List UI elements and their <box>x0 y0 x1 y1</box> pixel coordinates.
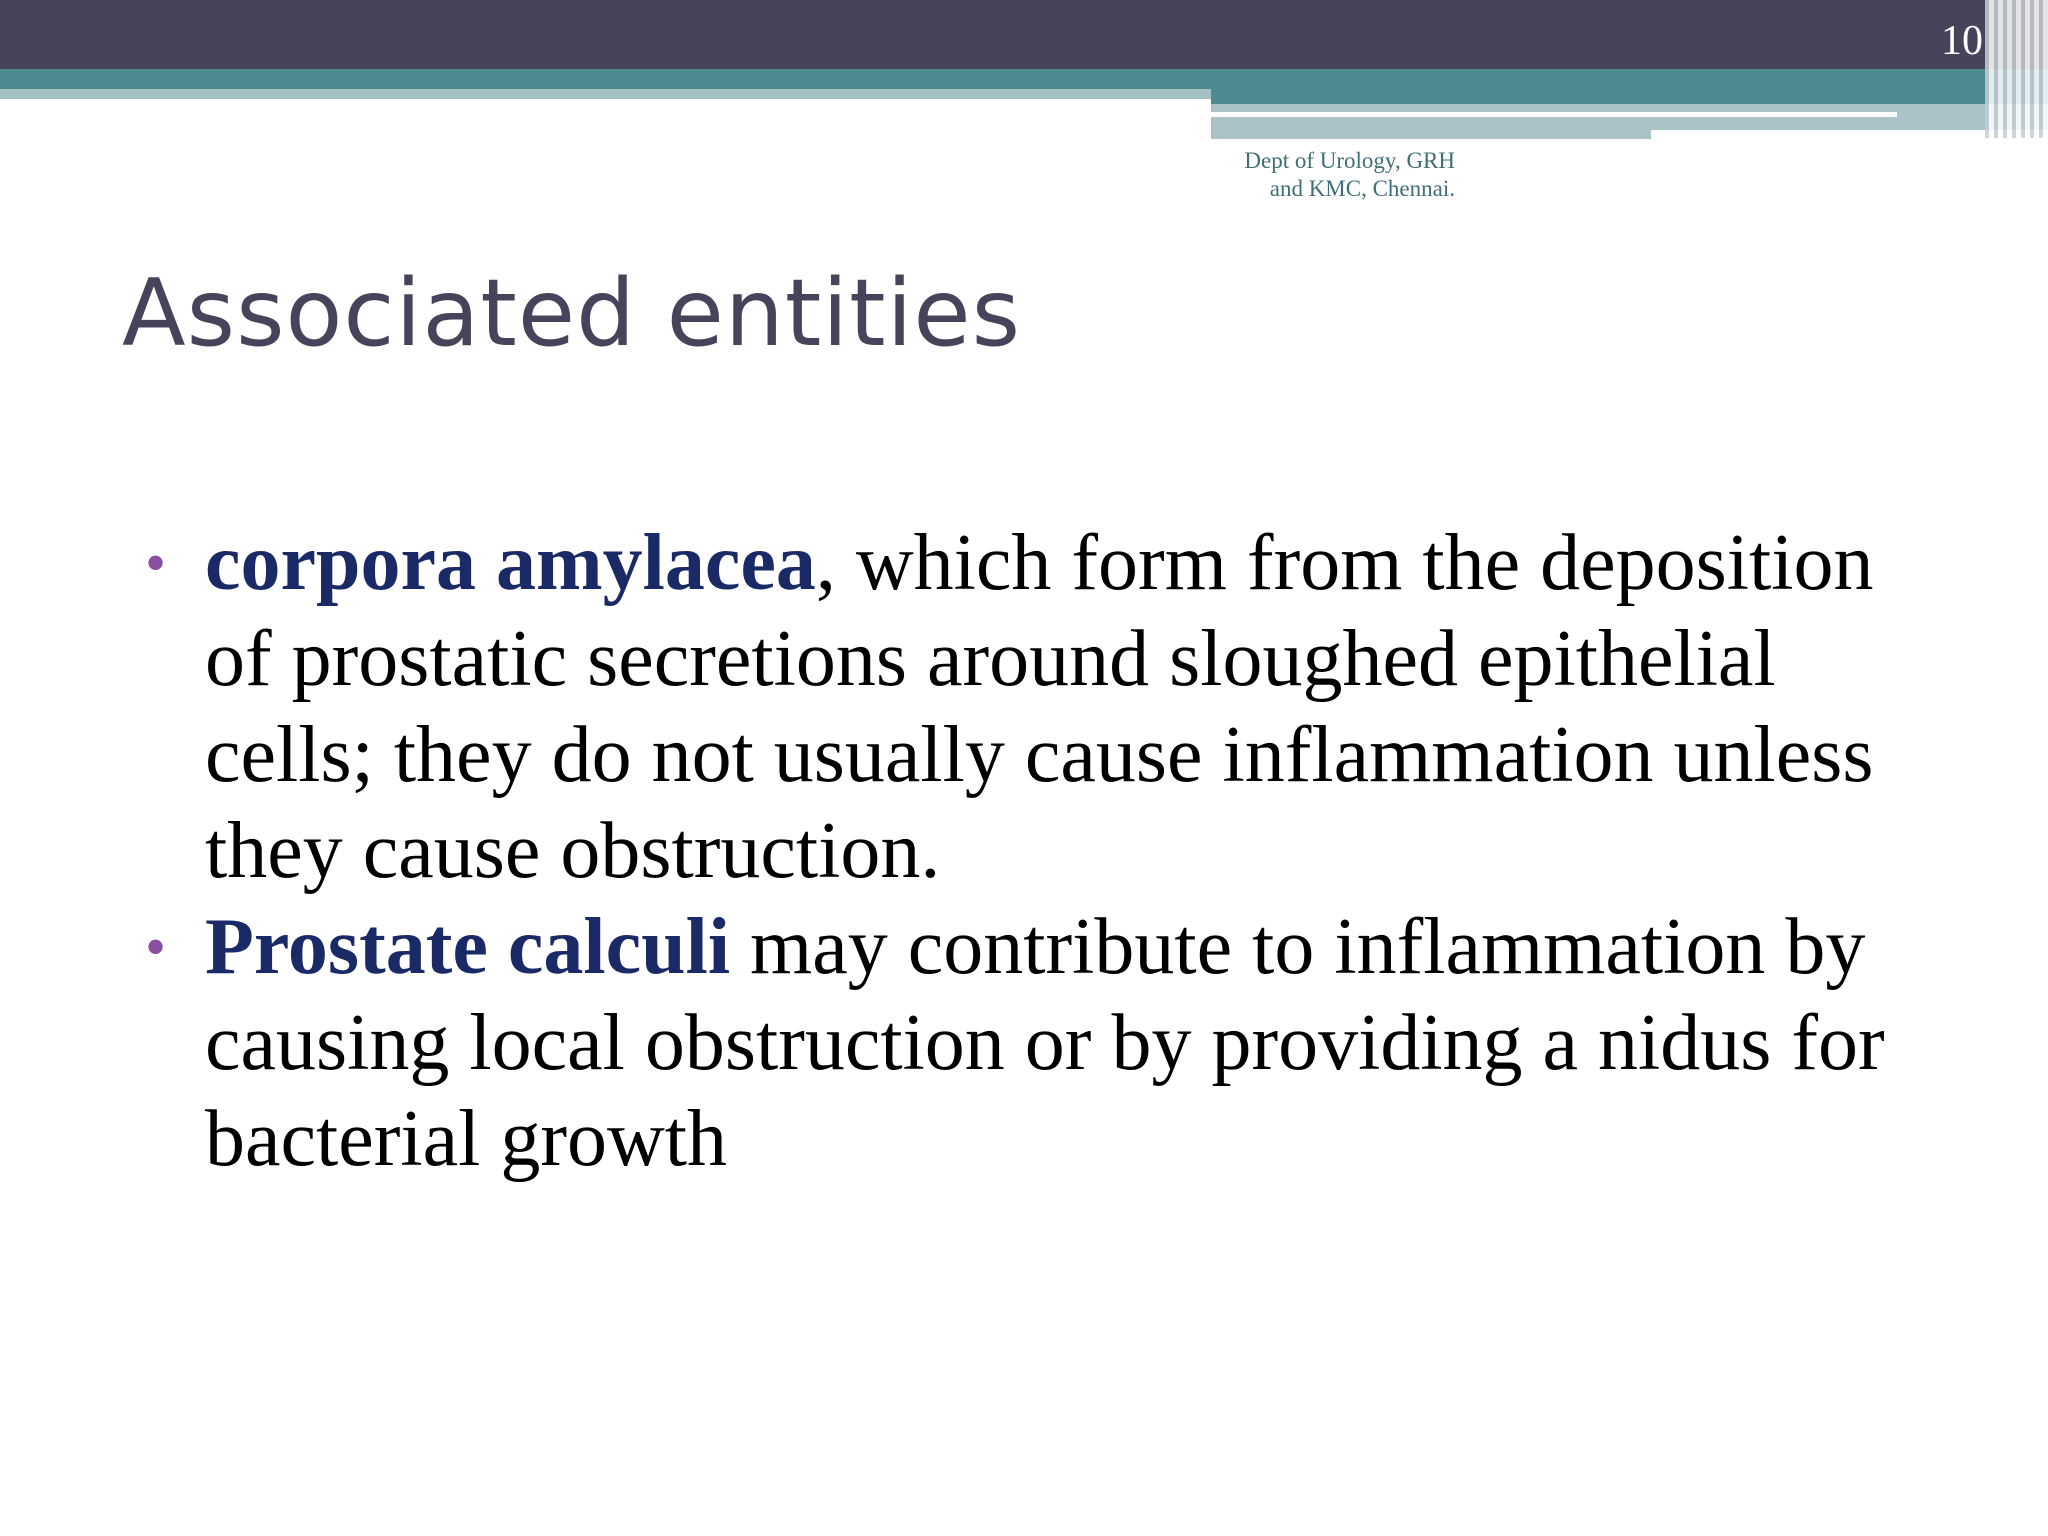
header-band-teal <box>0 69 2048 89</box>
header-band-dark <box>0 0 2048 69</box>
bullet-text: may contribute to inflammation by causing local obstruction or by providing a nidus for bacterial growth <box>205 903 1885 1183</box>
slide-number: 10 <box>1941 18 1983 64</box>
header-band-white-line <box>1211 112 1897 117</box>
header-band-light-right <box>1211 104 2048 130</box>
slide-title: Associated entities <box>122 259 1022 367</box>
bullet-item-corpora-amylacea <box>145 515 1945 899</box>
bullet-dot-icon: • <box>145 914 167 980</box>
dept-label-line1: Dept of Urology, GRH <box>1244 148 1455 173</box>
bullet-item-prostate-calculi <box>145 899 1945 1187</box>
dept-label <box>1185 147 1455 203</box>
header-band-teal-right <box>1211 89 2048 104</box>
bullet-list <box>145 515 1945 1187</box>
header-band-light-left <box>0 89 1211 99</box>
header-band-step <box>1211 130 1651 139</box>
bullet-dot-icon: • <box>145 530 167 596</box>
dept-label-line2: and KMC, Chennai. <box>1269 176 1455 201</box>
bullet-term: Prostate calculi <box>205 903 731 991</box>
bullet-text: , which form from the deposition of prostatic secretions around sloughed epithelial cells; they do not usually cause inflammation unless they cause obstruction. <box>205 519 1874 895</box>
bullet-term: corpora amylacea <box>205 519 816 607</box>
header-stripes <box>1985 0 2048 138</box>
